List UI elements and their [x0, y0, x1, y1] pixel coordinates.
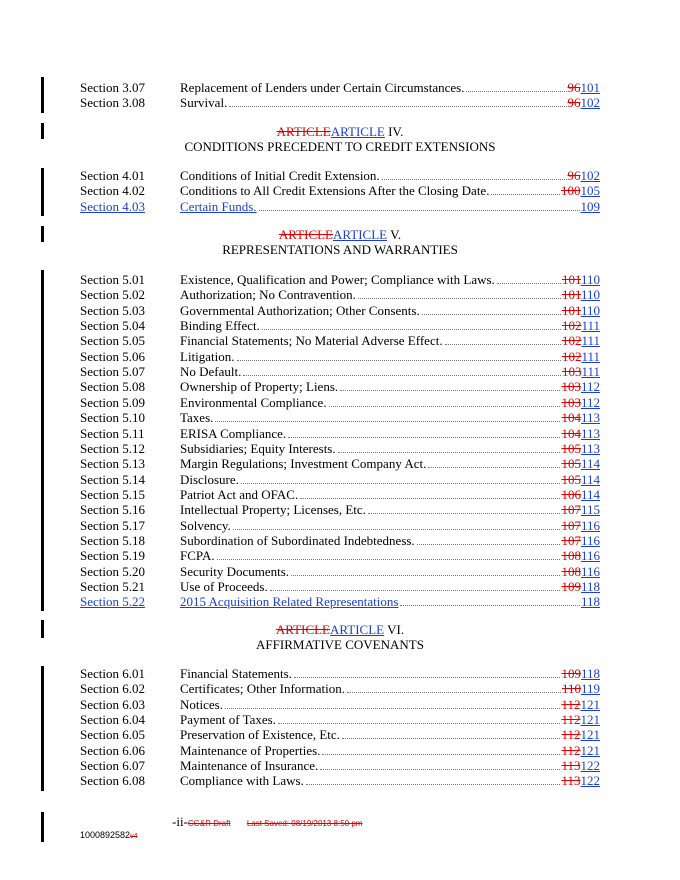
- section-number: Section 5.09: [80, 394, 145, 410]
- page-number: [561, 579, 600, 594]
- section-title: Patriot Act and OFAC.: [180, 486, 299, 502]
- change-bar: [41, 812, 44, 842]
- change-bar: [41, 226, 44, 242]
- dot-leader: [342, 727, 561, 739]
- deleted-page: 104: [561, 425, 581, 441]
- section-number: Section 4.03: [80, 199, 145, 214]
- inserted-page: 113: [580, 425, 600, 441]
- dot-leader: [340, 379, 560, 391]
- toc-entry[interactable]: [80, 666, 600, 681]
- inserted-page: 116: [580, 548, 600, 564]
- inserted-page: 110: [580, 302, 600, 318]
- dot-leader: [270, 579, 561, 591]
- section-title: Litigation.: [180, 348, 235, 364]
- section-number: Section 4.01: [80, 168, 145, 183]
- deleted-page: 101: [561, 287, 581, 303]
- section-number: Section 5.20: [80, 563, 145, 579]
- inserted-page: 114: [580, 471, 600, 487]
- toc-entry[interactable]: [80, 564, 600, 579]
- page-number: [562, 303, 600, 318]
- deleted-page: 102: [561, 333, 582, 349]
- dot-leader: [259, 199, 580, 211]
- section-number: Section 6.03: [80, 696, 145, 712]
- toc-entry[interactable]: [80, 95, 600, 110]
- change-bar: [41, 666, 44, 791]
- toc-entry[interactable]: [80, 80, 600, 95]
- section-number: Section 5.13: [80, 456, 145, 472]
- section-title: Authorization; No Contravention.: [180, 287, 356, 303]
- draft-label: CG&R Draft: [187, 819, 231, 828]
- deleted-page: 105: [561, 471, 581, 487]
- dot-leader: [320, 758, 560, 770]
- section-number: Section 5.14: [80, 471, 145, 487]
- page-number: [562, 364, 600, 379]
- section-title: Subsidiaries; Equity Interests.: [180, 440, 336, 456]
- page-number: [561, 183, 600, 198]
- toc-entry[interactable]: [80, 349, 600, 364]
- dot-leader: [466, 80, 566, 92]
- inserted-page: 114: [580, 486, 600, 502]
- inserted-page: 113: [580, 410, 600, 426]
- section-number: Section 6.05: [80, 727, 145, 743]
- section-title: Taxes.: [180, 410, 214, 426]
- toc-entry[interactable]: [80, 502, 600, 517]
- toc-entry[interactable]: [80, 168, 600, 183]
- toc-entry[interactable]: [80, 697, 600, 712]
- dot-leader: [417, 533, 561, 545]
- page-footer: [172, 814, 362, 831]
- article-heading: [80, 622, 600, 637]
- inserted-page: 110: [580, 272, 600, 287]
- page-number: [561, 518, 600, 533]
- dot-leader: [225, 697, 561, 709]
- dot-leader: [497, 272, 561, 284]
- dot-leader: [428, 456, 560, 468]
- inserted-page: 111: [581, 333, 600, 349]
- section-number: Section 5.12: [80, 440, 145, 456]
- page-number: [561, 441, 600, 456]
- section-number: Section 5.07: [80, 364, 145, 380]
- dot-leader: [422, 303, 561, 315]
- inserted-page: 122: [580, 773, 600, 789]
- page-number: [568, 80, 601, 95]
- page-number: [561, 533, 600, 548]
- inserted-page: 116: [580, 532, 600, 548]
- section-number: Section 5.21: [80, 579, 145, 594]
- page-number: [561, 410, 600, 425]
- toc-entry[interactable]: [80, 333, 600, 348]
- inserted-page: 118: [580, 666, 600, 681]
- section-title: Financial Statements; No Material Adverse Effect.: [180, 333, 443, 349]
- page-number: [561, 502, 600, 517]
- toc-entry-inserted[interactable]: [80, 199, 600, 214]
- section-title: FCPA.: [180, 548, 215, 564]
- section-number: Section 5.17: [80, 517, 145, 533]
- section-number: Section 6.04: [80, 712, 145, 728]
- article-numeral: IV.: [388, 124, 404, 139]
- deleted-page: 101: [561, 272, 581, 287]
- deleted-page: 108: [561, 563, 581, 579]
- section-title: Notices.: [180, 696, 223, 712]
- section-number: Section 6.08: [80, 773, 145, 789]
- inserted-page: 101: [580, 80, 600, 95]
- section-title: Certificates; Other Information.: [180, 681, 345, 697]
- page-number: [561, 395, 600, 410]
- section-number: Section 5.05: [80, 333, 145, 349]
- deleted-page: 107: [561, 517, 581, 533]
- section-title: Intellectual Property; Licenses, Etc.: [180, 502, 366, 518]
- deleted-text: ARTICLE: [276, 124, 331, 139]
- dot-leader: [262, 318, 561, 330]
- deleted-page: 103: [561, 364, 582, 380]
- section-title: Conditions to All Credit Extensions After the Closing Date.: [180, 183, 490, 198]
- inserted-page: 114: [580, 456, 600, 472]
- section-number: Section 5.04: [80, 318, 145, 334]
- inserted-text: ARTICLE: [330, 124, 385, 139]
- toc-entry[interactable]: [80, 364, 600, 379]
- section-number: Section 6.01: [80, 666, 145, 681]
- deleted-page: 112: [561, 742, 581, 758]
- toc-entry[interactable]: [80, 379, 600, 394]
- page-number: [561, 758, 600, 773]
- page-number: [568, 95, 601, 110]
- page-number: [561, 773, 600, 788]
- deleted-page: 101: [561, 302, 581, 318]
- toc-entry[interactable]: [80, 743, 600, 758]
- section-title: Financial Statements.: [180, 666, 292, 681]
- page-number: [562, 681, 600, 696]
- inserted-page: 112: [580, 379, 600, 395]
- dot-leader: [237, 349, 561, 361]
- last-saved-label: Last Saved: 08/19/2013 8:50 pm: [246, 819, 363, 828]
- dot-leader: [347, 681, 561, 693]
- section-title: Preservation of Existence, Etc.: [180, 727, 340, 743]
- inserted-page: 102: [580, 168, 600, 183]
- page-number: [561, 564, 600, 579]
- inserted-text: ARTICLE: [333, 227, 388, 242]
- dot-leader: [358, 287, 561, 299]
- dot-leader: [491, 183, 560, 195]
- section-title: Compliance with Laws.: [180, 773, 304, 789]
- toc-entry[interactable]: [80, 456, 600, 471]
- page-number: 118: [580, 594, 600, 609]
- section-number: Section 5.19: [80, 548, 145, 564]
- deleted-page: 96: [567, 80, 581, 95]
- deleted-page: 109: [561, 666, 581, 681]
- page-number: [562, 349, 600, 364]
- dot-leader: [233, 518, 561, 530]
- deleted-page: 105: [561, 440, 581, 456]
- section-title: Conditions of Initial Credit Extension.: [180, 168, 380, 183]
- inserted-page: 116: [580, 517, 600, 533]
- inserted-page: 118: [580, 579, 600, 594]
- dot-leader: [306, 773, 561, 785]
- page-number: [562, 333, 600, 348]
- change-bar: [41, 620, 44, 638]
- deleted-page: 103: [561, 394, 581, 410]
- section-title: Payment of Taxes.: [180, 712, 276, 728]
- toc-entry[interactable]: [80, 487, 600, 502]
- section-title: No Default.: [180, 364, 242, 380]
- page-number: [562, 272, 600, 287]
- section-title: Disclosure.: [180, 471, 239, 487]
- section-number: Section 3.07: [80, 80, 145, 95]
- section-number: Section 5.22: [80, 594, 145, 609]
- section-title: ERISA Compliance.: [180, 425, 287, 441]
- page-number: [561, 426, 600, 441]
- section-title: Binding Effect.: [180, 318, 260, 334]
- deleted-page: 106: [561, 486, 581, 502]
- section-title: Use of Proceeds.: [180, 579, 268, 594]
- dot-leader: [217, 548, 561, 560]
- dot-leader: [445, 333, 561, 345]
- deleted-page: 96: [567, 168, 581, 183]
- deleted-page: 103: [561, 379, 581, 395]
- dot-leader: [329, 395, 561, 407]
- section-number: Section 6.06: [80, 742, 145, 758]
- article-numeral: VI.: [387, 622, 405, 637]
- dot-leader: [400, 594, 580, 606]
- change-bar: [41, 168, 44, 216]
- deleted-page: 113: [561, 773, 581, 789]
- section-number: Section 6.02: [80, 681, 145, 697]
- section-number: Section 5.10: [80, 410, 145, 426]
- dot-leader: [243, 364, 561, 376]
- page-number: [568, 168, 601, 183]
- article-title: REPRESENTATIONS AND WARRANTIES: [222, 242, 458, 257]
- dot-leader: [294, 666, 561, 678]
- toc-entry[interactable]: [80, 548, 600, 563]
- inserted-page: 122: [580, 758, 600, 774]
- article-numeral: V.: [390, 227, 402, 242]
- dot-leader: [300, 487, 560, 499]
- page-number: [561, 712, 600, 727]
- page-number: [562, 287, 600, 302]
- section-title: Replacement of Lenders under Certain Circumstances.: [180, 80, 465, 95]
- inserted-page: 115: [580, 502, 600, 518]
- section-number: Section 5.15: [80, 486, 145, 502]
- deleted-text: ARTICLE: [275, 622, 330, 637]
- page-number: [561, 472, 600, 487]
- toc-entry[interactable]: [80, 272, 600, 287]
- article-title: AFFIRMATIVE COVENANTS: [256, 637, 424, 652]
- dot-leader: [291, 564, 560, 576]
- section-title: Governmental Authorization; Other Consents.: [180, 302, 420, 318]
- section-number: Section 6.07: [80, 758, 145, 774]
- inserted-page: 110: [580, 287, 600, 303]
- dot-leader: [278, 712, 560, 724]
- article-heading: [80, 227, 600, 242]
- page-label: -ii-: [172, 814, 188, 829]
- inserted-page: 116: [580, 563, 600, 579]
- document-id-number: 1000892582: [80, 830, 131, 840]
- change-bar: [41, 77, 44, 113]
- deleted-page: 109: [561, 579, 581, 594]
- toc-entry[interactable]: [80, 712, 600, 727]
- toc-entry[interactable]: [80, 758, 600, 773]
- deleted-page: 108: [561, 548, 581, 564]
- section-title: Certain Funds.: [180, 199, 257, 214]
- inserted-page: 105: [580, 183, 600, 198]
- toc-entry[interactable]: [80, 318, 600, 333]
- toc-entry[interactable]: [80, 426, 600, 441]
- deleted-page: 100: [561, 183, 581, 198]
- section-number: Section 4.02: [80, 183, 145, 198]
- section-number: Section 5.03: [80, 302, 145, 318]
- toc-entry[interactable]: [80, 410, 600, 425]
- deleted-page: 112: [561, 712, 581, 728]
- toc-entry[interactable]: [80, 287, 600, 302]
- deleted-page: 112: [561, 696, 581, 712]
- deleted-page: 104: [561, 410, 581, 426]
- section-number: Section 5.02: [80, 287, 145, 303]
- inserted-page: 111: [581, 348, 600, 364]
- toc-entry[interactable]: [80, 395, 600, 410]
- deleted-page: 102: [561, 318, 582, 334]
- deleted-text: ARTICLE: [278, 227, 333, 242]
- page-number: [561, 727, 600, 742]
- inserted-page: 111: [581, 318, 600, 334]
- section-number: Section 5.18: [80, 532, 145, 548]
- inserted-text: ARTICLE: [330, 622, 385, 637]
- section-title: Subordination of Subordinated Indebtedness.: [180, 532, 415, 548]
- toc-entry[interactable]: [80, 441, 600, 456]
- deleted-page: 96: [567, 95, 581, 110]
- section-title: Margin Regulations; Investment Company Act.: [180, 456, 427, 472]
- document-id: [80, 829, 137, 843]
- deleted-version: v4: [130, 833, 138, 840]
- toc-entry[interactable]: [80, 773, 600, 788]
- page-number: [561, 548, 600, 563]
- inserted-page: 121: [580, 712, 600, 728]
- deleted-page: 113: [561, 758, 581, 774]
- page-number: [561, 456, 600, 471]
- inserted-page: 111: [581, 364, 600, 380]
- page-number: [562, 318, 600, 333]
- change-bar: [41, 123, 44, 139]
- dot-leader: [229, 95, 566, 107]
- section-number: Section 3.08: [80, 95, 145, 110]
- section-title: Existence, Qualification and Power; Compliance with Laws.: [180, 272, 495, 287]
- article-title: CONDITIONS PRECEDENT TO CREDIT EXTENSIONS: [184, 139, 496, 154]
- section-title: Survival.: [180, 95, 228, 110]
- page-number: [561, 697, 600, 712]
- section-title: Solvency.: [180, 517, 231, 533]
- section-number: Section 5.11: [80, 425, 145, 441]
- page-number: 109: [580, 199, 600, 214]
- toc-entry[interactable]: [80, 533, 600, 548]
- section-number: Section 5.08: [80, 379, 145, 395]
- inserted-page: 121: [580, 727, 600, 743]
- inserted-page: 113: [580, 440, 600, 456]
- dot-leader: [368, 502, 561, 514]
- inserted-page: 121: [580, 742, 600, 758]
- page-number: [561, 487, 600, 502]
- dot-leader: [322, 743, 560, 755]
- dot-leader: [241, 472, 561, 484]
- section-title: Environmental Compliance.: [180, 394, 327, 410]
- toc-entry[interactable]: [80, 681, 600, 696]
- section-title: Maintenance of Insurance.: [180, 758, 319, 774]
- deleted-page: 105: [561, 456, 581, 472]
- inserted-page: 102: [580, 95, 600, 110]
- inserted-page: 121: [580, 696, 600, 712]
- toc-entry[interactable]: [80, 183, 600, 198]
- toc-entry[interactable]: [80, 472, 600, 487]
- toc-entry[interactable]: [80, 579, 600, 594]
- inserted-page: 119: [580, 681, 600, 697]
- toc-entry[interactable]: [80, 303, 600, 318]
- change-bar: [41, 270, 44, 611]
- deleted-page: 107: [561, 502, 581, 518]
- section-number: Section 5.06: [80, 348, 145, 364]
- page-number: [561, 743, 600, 758]
- section-title: Security Documents.: [180, 563, 290, 579]
- dot-leader: [338, 441, 561, 453]
- section-number: Section 5.01: [80, 272, 145, 287]
- inserted-page: 112: [580, 394, 600, 410]
- page-number: [561, 666, 600, 681]
- dot-leader: [215, 410, 560, 422]
- toc-entry[interactable]: [80, 727, 600, 742]
- toc-entry-inserted[interactable]: [80, 594, 600, 609]
- section-number: Section 5.16: [80, 502, 145, 518]
- deleted-page: 110: [561, 681, 581, 697]
- dot-leader: [288, 426, 560, 438]
- article-heading: [80, 124, 600, 139]
- deleted-page: 107: [561, 532, 581, 548]
- toc-entry[interactable]: [80, 518, 600, 533]
- page-number: [561, 379, 600, 394]
- section-title: Ownership of Property; Liens.: [180, 379, 339, 395]
- section-title: 2015 Acquisition Related Representations: [180, 594, 399, 609]
- dot-leader: [382, 168, 567, 180]
- deleted-page: 112: [561, 727, 581, 743]
- deleted-page: 102: [561, 348, 582, 364]
- section-title: Maintenance of Properties.: [180, 742, 321, 758]
